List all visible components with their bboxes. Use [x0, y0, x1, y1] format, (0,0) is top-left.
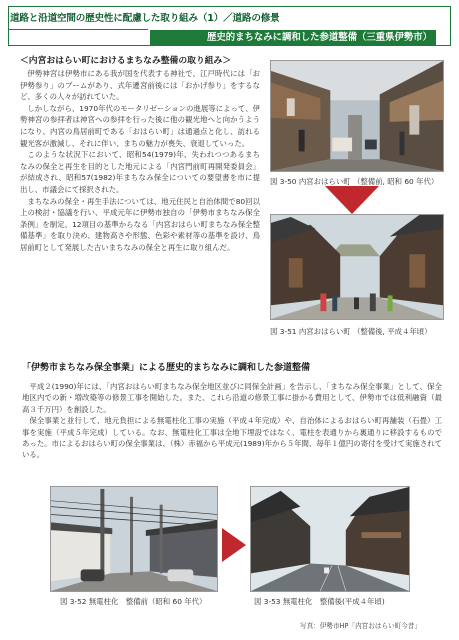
photo-undergrounding-before — [50, 486, 218, 592]
photo-credit: 写真：伊勢市HP「内宮おはらい町今昔」 — [300, 622, 422, 630]
section2-paragraph: 平成２(1990)年には、「内宮おはらい町まちなみ保全地区並びに同保全計画」を告示し、「まちなみ保全事業」として、保全地区内での新・増改築等の修景工事を開始した。また、これら沿道の修景工事に掛かる費用として、伊勢市では低利融資（最高３千万円）を創設した。 — [22, 382, 442, 414]
photo3-caption: 図 3-52 無電柱化 整備前（昭和 60 年代） — [60, 597, 207, 606]
section1-paragraph: しかしながら、1970年代のモータリゼーションの進展等によって、伊勢神宮の参拝者は神宮への参拝を行った後に他の観光地へと向かうようになり、内宮の鳥居前町である「おはらい町」は通過点と化し、訪れる観光客が激減し、それに伴い、まちの魅力が喪失、衰退していった。 — [20, 103, 260, 148]
section1-body — [20, 68, 260, 254]
photo-undergrounding-after — [250, 486, 410, 592]
photo2-caption: 図 3-51 内宮おはらい町 （整備後, 平成４年頃） — [270, 327, 432, 336]
section1-paragraph: 伊勢神宮は伊勢市にある我が国を代表する神社で、江戸時代には「お伊勢参り」のブームがあり、式年遷宮前後には「おかげ参り」をするなど、多くの人々が訪れていた。 — [20, 69, 260, 102]
photo-ohraimachi-before — [270, 60, 444, 172]
section2-body — [22, 381, 442, 461]
section2-paragraph: 保全事業と並行して、地元負担による無電柱化工事の実施（平成４年完成）や、自治体によるおはらい町再舗装（石畳）工事を実施（平成５年完成）している。なお、無電柱化工事は全地下埋設ではなく、電柱を表通りから裏通りに移設するものであった。市によるおはらい町の保全事業は、（株）赤福から平成元(1989)年から５年間、毎年１億円の寄付を受けて実施されている。 — [22, 416, 442, 460]
section2-title: 「伊勢市まちなみ保全事業」による歴史的まちなみに調和した参道整備 — [22, 363, 311, 373]
section1-paragraph: このような状況下において、昭和54(1979)年、失われつつあるまちなみの保全と再生を目的とした地元による「内宮門前町再開発委員会」が結成され、昭和57(1982)年まちなみ保全についての要望書を市に提出し、市議会にて採択された。 — [20, 150, 260, 194]
arrow-down-icon — [325, 186, 379, 214]
page-subtitle: 歴史的まちなみに調和した参道整備（三重県伊勢市） — [150, 30, 436, 45]
section1-paragraph: まちなみの保全・再生手法については、地元住民と自治体間で80回以上の検討・協議を行い、平成元年に伊勢市独自の「伊勢市まちなみ保全条例」を制定、12項目の基準からなる「内宮おはらい町まちなみ保全整備基準」を取り決め、建物高さや形態、色彩や素材等の基準を設け、鳥居前町として発展した古いまちなみの保全と再生に取り組んだ。 — [20, 196, 260, 252]
photo4-caption: 図 3-53 無電柱化 整備後(平成４年頃) — [254, 597, 385, 606]
page-title: 道路と沿道空間の歴史性に配慮した取り組み（1）／道路の修景 — [10, 13, 280, 24]
photo1-caption: 図 3-50 内宮おはらい町 （整備前, 昭和 60 年代） — [270, 177, 439, 186]
photo-ohraimachi-after — [270, 214, 444, 320]
arrow-right-icon — [222, 528, 246, 562]
section1-title: ＜内宮おはらい町におけるまちなみ整備の取り組み＞ — [20, 56, 232, 66]
